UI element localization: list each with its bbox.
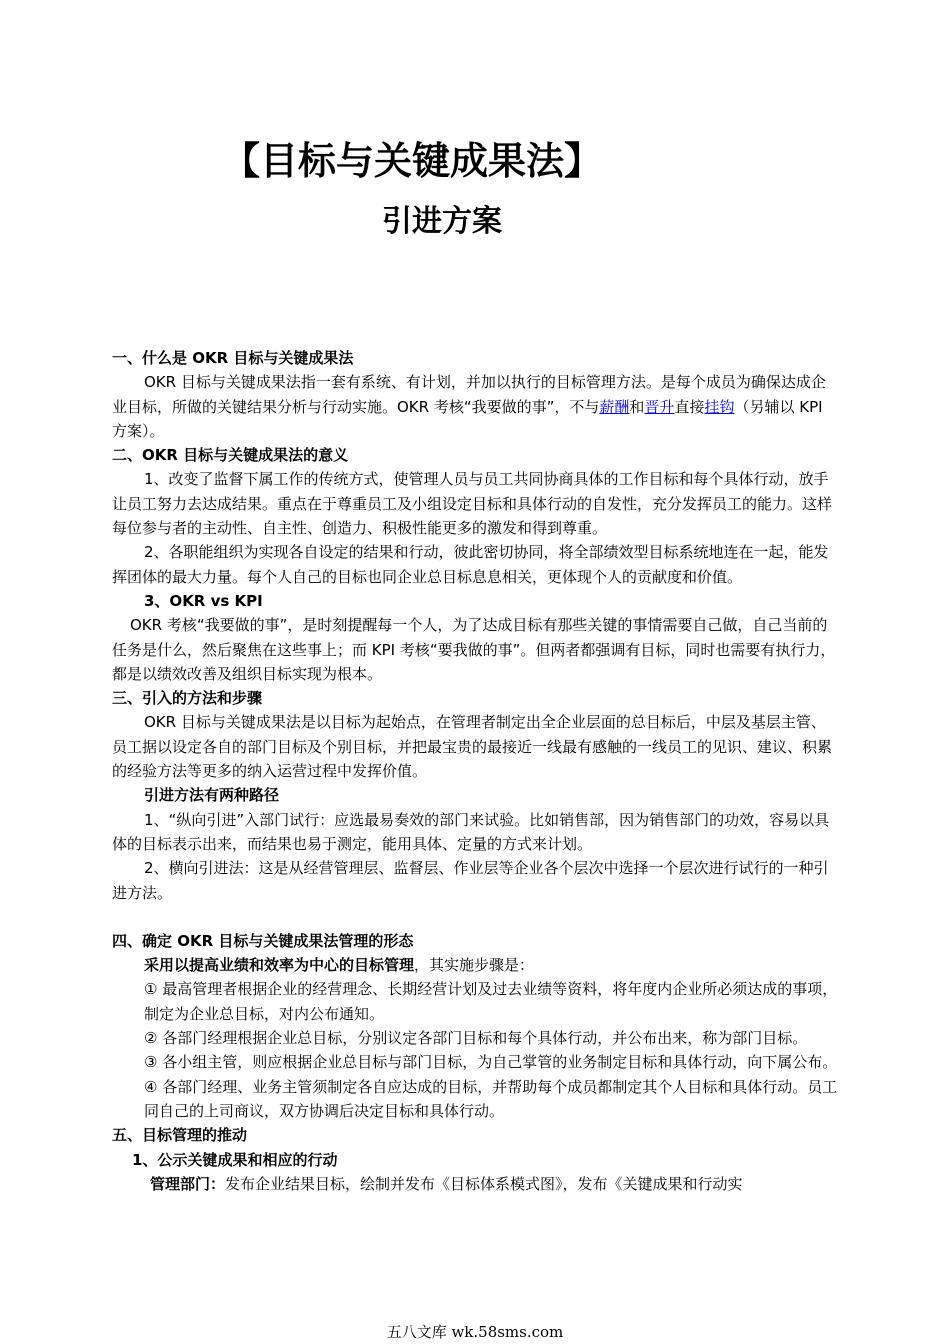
section-4-lead-rest: ，其实施步骤是： <box>414 956 535 975</box>
section-3-paragraph-3: 2、横向引进法：这是从经营管理层、监督层、作业层等企业各个层次中选择一个层次进行试行的一种引进方法。 <box>112 859 829 902</box>
link-salary[interactable]: 薪酬 <box>599 397 630 416</box>
section-5-dept-text: 发布企业结果目标，绘制并发布《目标体系模式图》，发布《关键成果和行动实 <box>225 1174 743 1193</box>
section-spacer <box>112 905 840 929</box>
section-4-item-3: ③ 各小组主管，则应根据企业总目标与部门目标，为自己掌管的业务制定目标和具体行动，向下属公布。 <box>144 1053 838 1072</box>
section-5-subheading: 1、公示关键成果和相应的行动 <box>132 1150 338 1169</box>
section-2-paragraph-1: 1、改变了监督下属工作的传统方式，使管理人员与员工共同协商具体的工作目标和每个具体行动，放手让员工努力去达成结果。重点在于尊重员工及小组设定目标和具体行动的自发性，充分发挥员工的能力。这样每位参与者的主动性、自主性、创造力、积极性能更多的激发和得到尊重。 <box>112 470 833 538</box>
section-3-paragraph-1: OKR 目标与关键成果法是以目标为起始点，在管理者制定出全企业层面的总目标后，中层及基层主管、员工据以设定各自的部门目标及个别目标，并把最宝贵的最接近一线最有感触的一线员工的见识、建议、积累的经验方法等更多的纳入运营过程中发挥价值。 <box>112 713 833 781</box>
section-4-lead <box>112 953 840 977</box>
section-5-dept-line <box>112 1172 840 1196</box>
section-5-heading: 五、目标管理的推动 <box>112 1126 248 1145</box>
section-1-text-d: （另辅以 KPI 方案）。 <box>112 397 823 440</box>
section-3-heading: 三、引入的方法和步骤 <box>112 689 263 708</box>
section-2-subheading: 3、OKR vs KPI <box>144 591 263 610</box>
section-1-heading: 一、什么是 OKR 目标与关键成果法 <box>112 349 354 367</box>
section-3-subheading: 引进方法有两种路径 <box>144 786 280 805</box>
section-4-item-2: ② 各部门经理根据企业总目标，分别议定各部门目标和每个具体行动，并公布出来，称为部门目标。 <box>144 1029 808 1048</box>
section-3-paragraph-2: 1、“纵向引进”入部门试行：应选最易奏效的部门来试验。比如销售部，因为销售部门的功效，容易以具体的目标表示出来，而结果也易于测定，能用具体、定量的方式来计划。 <box>112 810 830 853</box>
section-1-text-b: 和 <box>629 397 645 416</box>
section-1-text-c: 直接 <box>674 397 705 416</box>
section-4-item-1: ① 最高管理者根据企业的经营理念、长期经营计划及过去业绩等资料，将年度内企业所必须达成的事项，制定为企业总目标，对内公布通知。 <box>144 980 838 1023</box>
document-subtitle: 引进方案 <box>382 204 502 239</box>
section-4-item-4: ④ 各部门经理、业务主管须制定各自应达成的目标，并帮助每个成员都制定其个人目标和具体行动。员工同自己的上司商议，双方协调后决定目标和具体行动。 <box>144 1077 838 1120</box>
document-title: 【目标与关键成果法】 <box>222 139 603 183</box>
section-4-lead-bold: 采用以提高业绩和效率为中心的目标管理 <box>144 956 415 975</box>
section-2-paragraph-2: 2、各职能组织为实现各自设定的结果和行动，彼此密切协同，将全部绩效型目标系统地连在一起，能发挥团体的最大力量。每个人自己的目标也同企业总目标息息相关，更体现个人的贡献度和价值。 <box>112 543 829 586</box>
section-2-paragraph-3: OKR 考核“我要做的事”，是时刻提醒每一个人，为了达成目标有那些关键的事情需要自己做，自己当前的任务是什么，然后聚焦在这些事上；而 KPI 考核“要我做的事”。但两者都强调有目标，同时也需要有执行力，都是以绩效改善及组织目标实现为根本。 <box>112 616 836 683</box>
section-4-heading: 四、确定 OKR 目标与关键成果法管理的形态 <box>112 931 414 950</box>
section-2-heading: 二、OKR 目标与关键成果法的意义 <box>112 446 349 465</box>
footer-watermark: 五八文库 wk.58sms.com <box>386 1323 564 1341</box>
section-1-paragraph <box>112 370 840 443</box>
document-body <box>112 346 840 1196</box>
section-1-text-a: OKR 目标与关键成果法指一套有系统、有计划，并加以执行的目标管理方法。是每个成员为确保达成企业目标，所做的关键结果分析与行动实施。OKR 考核“我要做的事”，不与 <box>112 373 826 416</box>
link-promotion[interactable]: 晋升 <box>644 397 675 416</box>
section-5-dept-label: 管理部门： <box>150 1174 226 1193</box>
link-linkage[interactable]: 挂钩 <box>704 397 735 416</box>
